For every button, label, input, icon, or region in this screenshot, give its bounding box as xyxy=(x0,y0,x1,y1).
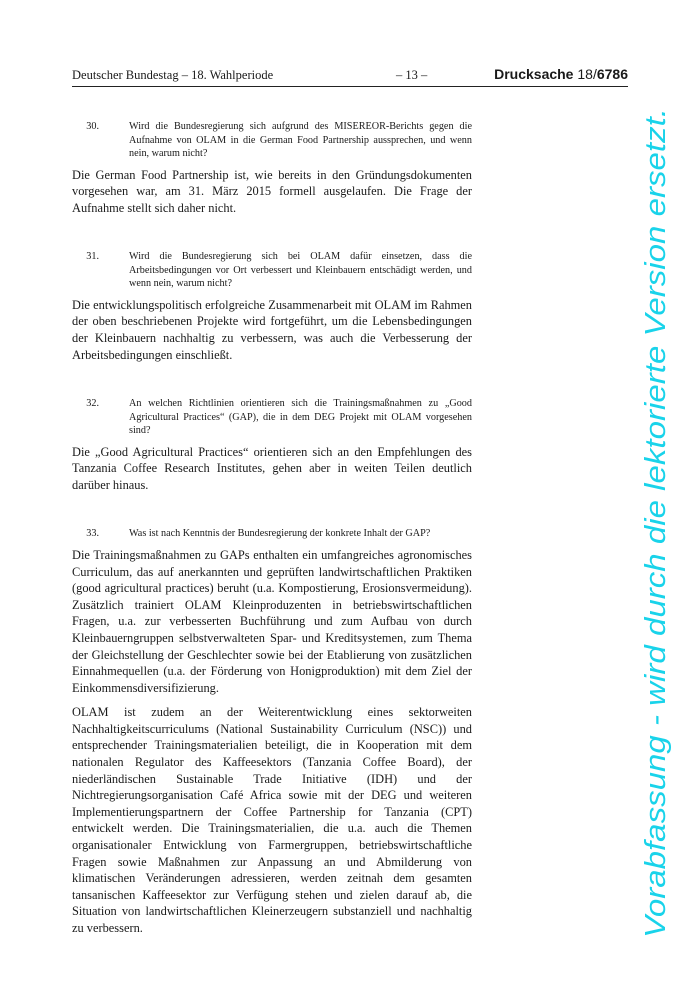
header-doc-label: Drucksache xyxy=(494,66,574,82)
question xyxy=(72,120,472,161)
question-number: 33. xyxy=(86,528,99,540)
answer-paragraph: Die entwicklungspolitisch erfolgreiche Zusammenarbeit mit OLAM im Rahmen der oben beschriebenen Projekte wird fortgeführt, um die Lebensbedingungen der Kleinbauern nachhaltig zu verbessern, was auch die Verbesserung der Arbeitsbedingungen einschließt. xyxy=(72,297,472,362)
question-number: 31. xyxy=(86,251,99,263)
answer-paragraph: Die „Good Agricultural Practices“ orientieren sich an den Empfehlungen des Tanzania Coffee Research Institutes, gehen aber in weiten Teilen deutlich darüber hinaus. xyxy=(72,444,472,492)
header-rule xyxy=(72,86,628,87)
watermark-svg xyxy=(636,108,676,938)
qa-item xyxy=(72,250,472,363)
page-header xyxy=(72,66,628,86)
header-doc-prefix: 18/ xyxy=(577,66,597,82)
header-publication: Deutscher Bundestag – 18. Wahlperiode xyxy=(72,68,274,82)
question xyxy=(72,250,472,291)
answer-paragraph: OLAM ist zudem an der Weiterentwicklung eines sektorweiten Nachhaltigkeitscurriculums (National Sustainability Curriculum (NSC)) und entsprechender Trainingsmaterialien beteiligt, die in Kooperation mit dem nationalen Regulator des Kaffeesektors (Tanzania Coffee Board), der niederländischen Sustainable Trade Initiative (IDH) und der Nichtregierungsorganisation Café Africa sowie mit der DEG und weiteren Implementierungspartnern der Coffee Partnership for Tanzania (CPT) entwickelt werden. Die Trainingsmaterialien, die u.a. auch die Themen organisationaler Entwicklung von Farmergruppen, betriebswirtschaftliche Fragen sowie Maßnahmen zur Anpassung an und Abmilderung von klimatischen Veränderungen adressieren, werden zeitnah dem gesamten tansanischen Kaffeesektor zur Verfügung stehen und zielen darauf ab, die Situation von landwirtschaftlichen Kleinerzeugern substanziell und nachhaltig zu verbessern. xyxy=(72,705,472,935)
question-text: Wird die Bundesregierung sich aufgrund des MISEREOR-Berichts gegen die Aufnahme von OLAM in die German Food Partnership aussprechen, und wenn nein, warum nicht? xyxy=(129,121,472,159)
question-number: 30. xyxy=(86,121,99,132)
answer-paragraph: Die Trainingsmaßnahmen zu GAPs enthalten ein umfangreiches agronomisches Curriculum, das auf anerkannten und geprüften landwirtschaftlichen Praktiken (good agricultural practices) beruht (u.a. Kompostierung, Erosionsvermeidung). Zusätzlich trainiert OLAM Kleinproduzenten in betriebswirtschaftlichen Fragen, u.a. zur verbesserten Buchführung und zum Aufbau von durch Kleinbauerngruppen selbstverwalteten Spar- und Kreditsystemen, zum Thema der Gleichstellung der Geschlechter sowie bei der Etablierung von zusätzlichen Einnahmequellen (u.a. der Förderung von Honigproduktion) mit dem Ziel der Einkommensdiversifizierung. xyxy=(72,547,472,695)
header-document-id xyxy=(494,66,628,82)
question xyxy=(72,397,472,438)
qa-item xyxy=(72,397,472,493)
draft-watermark xyxy=(636,108,676,938)
document-body xyxy=(72,120,472,945)
question-text: Wird die Bundesregierung sich bei OLAM dafür einsetzen, dass die Arbeitsbedingungen vor Ort verbessert und Kleinbauern entschädigt werden, und wenn nein, warum nicht? xyxy=(129,251,472,290)
header-page-number: – 13 – xyxy=(396,68,428,82)
header-doc-number: 6786 xyxy=(596,66,628,82)
qa-item xyxy=(72,527,472,936)
question xyxy=(72,527,472,541)
question-number: 32. xyxy=(86,398,99,410)
question-text: Was ist nach Kenntnis der Bundesregierung der konkrete Inhalt der GAP? xyxy=(129,528,431,540)
answer-paragraph: Die German Food Partnership ist, wie bereits in den Gründungsdokumenten vorgesehen war, am 31. März 2015 formell ausgelaufen. Die Frage der Aufnahme stellt sich daher nicht. xyxy=(72,167,472,215)
watermark-text: Vorabfassung - wird durch die lektorierte Version ersetzt. xyxy=(640,209,672,938)
question-text: An welchen Richtlinien orientieren sich die Trainingsmaßnahmen zu „Good Agricultural Practices“ (GAP), die in dem DEG Projekt mit OLAM vorgesehen sind? xyxy=(129,398,472,437)
qa-item xyxy=(72,120,472,216)
